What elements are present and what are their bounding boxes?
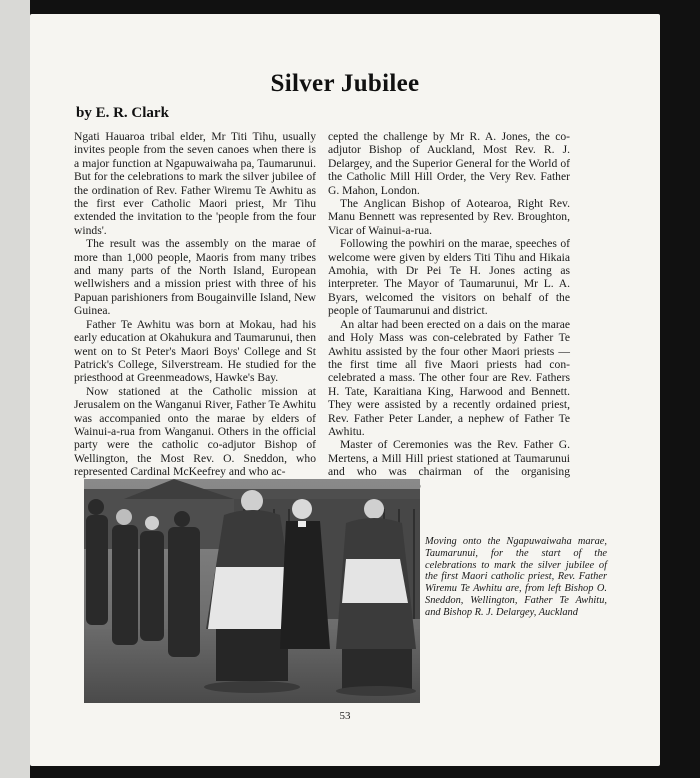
page-number: 53	[339, 710, 351, 722]
paragraph: Now stationed at the Catholic mission at Jerusalem on the Wanganui River, Father Te Awhitu was accompanied onto the marae by elders of Wainui-a-rua from Wanganui. Others in the official party were the catholic co-adjutor Bishop of Wellington, the Most Rev. O. Sneddon, who represented Cardinal McKeefrey and who ac-	[74, 384, 316, 479]
text-column-left	[74, 130, 316, 479]
procession-photo	[84, 479, 420, 703]
paragraph: An altar had been erected on a dais on the marae and Holy Mass was con-celebrated by Father Te Awhitu assisted by the four other Maori priests — the first time all five Maori priests had con-celebrated a mass. The other four are Rev. Fathers H. Tate, Karaitiana King, Harwood and Bennett. They were assisted by a recently ordained priest, Rev. Father Peter Lander, a nephew of Father Te Awhitu.	[328, 317, 570, 438]
article-byline: by E. R. Clark	[76, 105, 169, 121]
paragraph: The result was the assembly on the marae of more than 1,000 people, Maoris from many tribes and many parts of the North Island, European wellwishers and a mission priest with three of his Papuan parishioners from Bougainville Island, New Guinea.	[74, 237, 316, 318]
adjacent-page-edge	[0, 0, 30, 778]
paragraph: Father Te Awhitu was born at Mokau, had his early education at Okahukura and Taumarunui, then went on to St Peter's Maori Boys' College and St Patrick's College, Silverstream. He studied for the priesthood at Greenmeadows, Hawke's Bay.	[74, 317, 316, 385]
paragraph: Ngati Hauaroa tribal elder, Mr Titi Tihu, usually invites people from the seven canoes when there is a major function at Ngapuwaiwaha pa, Taumarunui. But for the celebrations to mark the silver jubilee of the ordination of Rev. Father Wiremu Te Awhitu as the first ever Catholic Maori priest, Mr Tihu extended the invitation to the 'people from the four winds'.	[74, 130, 316, 237]
article-title: Silver Jubilee	[270, 70, 420, 97]
paragraph: cepted the challenge by Mr R. A. Jones, the co-adjutor Bishop of Auckland, Most Rev. R. J. Delargey, and the Superior General for the World of the Catholic Mill Hill Order, the Very Rev. Father G. Mahon, London.	[328, 130, 570, 197]
text-column-right	[328, 130, 570, 492]
magazine-page	[30, 14, 660, 766]
photo-illustration	[84, 479, 420, 703]
paragraph: Following the powhiri on the marae, speeches of welcome were given by elders Titi Tihu and Hikaia Amohia, with Dr Pei Te H. Jones acting as interpreter. The Mayor of Taumarunui, Mr L. A. Byars, welcomed the visitors on behalf of the people of Taumarunui and district.	[328, 237, 570, 318]
paragraph: The Anglican Bishop of Aotearoa, Right Rev. Manu Bennett was represented by Rev. Broughton, Vicar of Wainui-a-rua.	[328, 197, 570, 237]
paragraph: Master of Ceremonies was the Rev. Father G. Mertens, a Mill Hill priest stationed at Taumarunui and who was chairman of the organising	[328, 438, 570, 479]
photo-caption: Moving onto the Ngapuwaiwaha marae, Taumarunui, for the start of the celebrations to mark the silver jubilee of the first Maori catholic priest, Rev. Father Wiremu Te Awhitu are, from left Bishop O. Sneddon, Wellington, Father Te Awhitu, and Bishop R. J. Delargey, Auckland	[425, 536, 607, 618]
